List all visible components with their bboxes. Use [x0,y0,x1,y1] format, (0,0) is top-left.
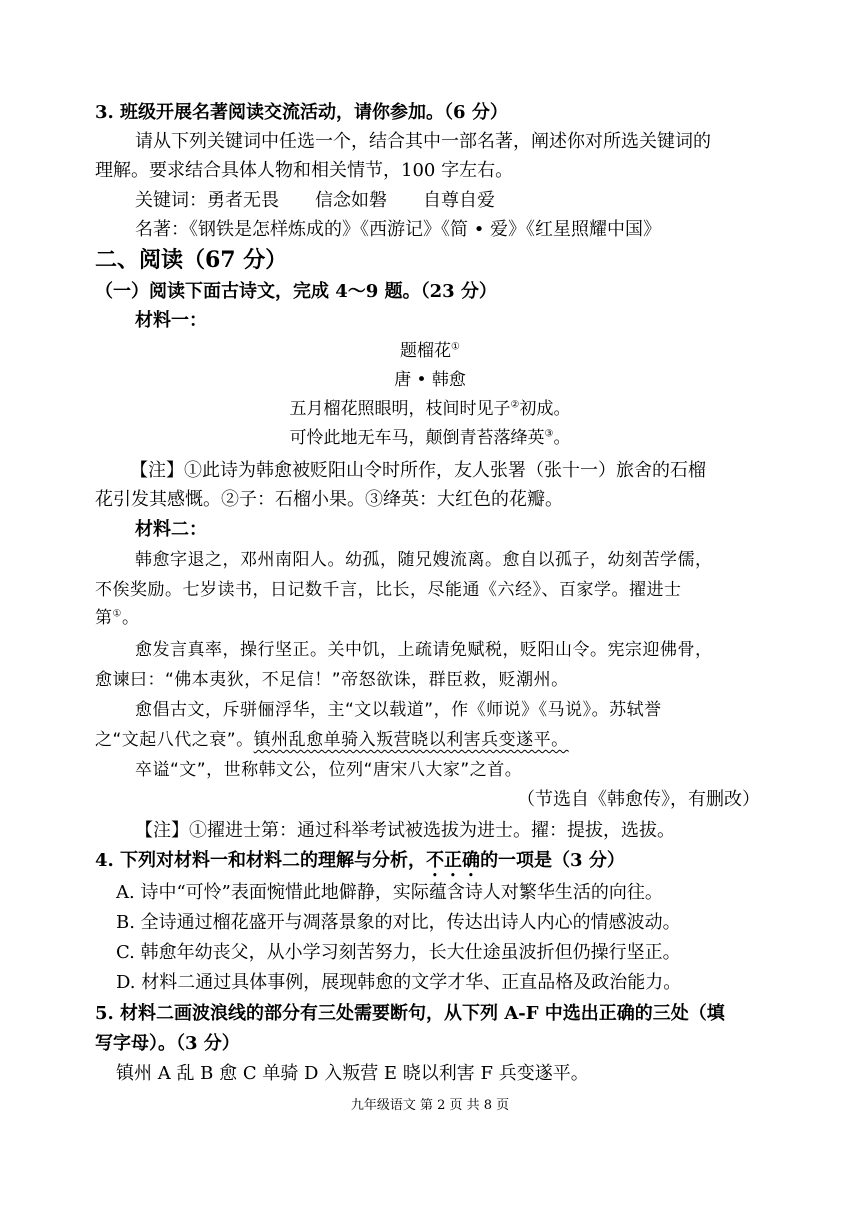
material2-p1-line1: 韩愈字退之，邓州南阳人。幼孤，随兄嫂流离。愈自以孤子，幼刻苦学儒， [135,550,713,570]
material1-label: 材料一： [135,310,207,331]
poem-note-line2: 花引发其感慨。②子：石榴小果。③绛英：大红色的花瓣。 [95,489,563,510]
poem-title-text: 题榴花 [400,341,452,361]
q4-option-d: D. 材料二通过具体事例，展现韩愈的文学才华、正直品格及政治能力。 [116,972,682,993]
q4-option-a: A. 诗中“可怜”表面惋惜此地僻静，实际蕴含诗人对繁华生活的向往。 [116,882,663,903]
material2-note-marker: ① [112,608,122,620]
material2-p1-line2: 不俟奖励。七岁读书，日记数千言，比长，尽能通《六经》、百家学。擢进士 [95,580,682,600]
poem-author: 唐 • 韩愈 [394,370,466,390]
q4-emphasis-text: 不正确 [426,850,481,871]
poem-line-1-note: ② [510,399,520,411]
part1-heading: （一）阅读下面古诗文，完成 4～9 题。（23 分） [95,281,497,302]
q3-instruction-line2: 理解。要求结合具体人物和相关情节，100 字左右。 [95,160,514,181]
q5-title-line1: 5. 材料二画波浪线的部分有三处需要断句，从下列 A-F 中选出正确的三处（填 [95,1003,725,1024]
material2-p2-line2: 愈谏曰：“佛本夷狄，不足信！”帝怒欲诛，群臣救，贬潮州。 [95,670,569,690]
material2-note: 【注】①擢进士第：通过科举考试被选拔为进士。擢：提拔，选拔。 [135,820,675,841]
poem-note-line1: 【注】①此诗为韩愈被贬阳山令时所作，友人张署（张十一）旅舍的石榴 [130,460,706,481]
material2-p2-line1: 愈发言真率，操行坚正。关中饥，上疏请免赋税，贬阳山令。宪宗迎佛骨， [135,640,713,660]
source-citation: （节选自《韩愈传》，有删改） [517,789,760,810]
material2-p1-line3-end: 。 [121,608,140,628]
q4-option-b: B. 全诗通过榴花盛开与凋落景象的对比，传达出诗人内心的情感波动。 [116,912,681,933]
material2-p3-line2-text: 之“文起八代之衰”。 [95,730,254,750]
page-footer: 九年级语文 第 2 页 共 8 页 [350,1098,510,1113]
wavy-underlined-sentence: 镇州乱愈单骑入叛营晓以利害兵变遂平。 [253,730,569,750]
q4-option-c: C. 韩愈年幼丧父，从小学习刻苦努力，长大仕途虽波折但仍操行坚正。 [116,942,681,963]
poem-line-1-text: 五月榴花照眼明，枝间时见子 [289,399,511,419]
poem-line-1-end: 初成。 [519,399,571,419]
q4-title [95,849,625,881]
q5-sentence: 镇州 A 乱 B 愈 C 单骑 D 入叛营 E 晓以利害 F 兵变遂平。 [116,1063,589,1084]
material2-p1-line3 [95,606,139,630]
q3-title: 3. 班级开展名著阅读交流活动，请你参加。（6 分） [95,102,508,123]
poem-line-2-text: 可怜此地无车马，颠倒青苔落绛英 [289,428,545,448]
q4-title-text: 4. 下列对材料一和材料二的理解与分析， [95,850,427,871]
material2-p3-line2 [95,728,569,752]
material2-p4: 卒谥“文”，世称韩文公，位列“唐宋八大家”之首。 [135,760,523,780]
section-heading: 二、阅读（67 分） [95,247,288,273]
material2-label: 材料二： [135,519,207,540]
q4-title-end: 的一项是（3 分） [480,850,625,871]
poem-line-2-note: ③ [544,428,554,440]
poem-line-2 [0,426,860,450]
poem-line-1 [0,397,860,421]
poem-line-2-end: 。 [553,428,571,448]
material2-p1-line3-text: 第 [95,608,113,628]
poem-title-note: ① [451,341,460,353]
q3-instruction-line1: 请从下列关键词中任选一个，结合其中一部名著，阐述你对所选关键词的 [135,131,711,152]
q5-title-line2: 写字母）。（3 分） [95,1033,240,1054]
material2-p3-line1: 愈倡古文，斥骈俪浮华，主“文以载道”，作《师说》《马说》。苏轼誉 [135,700,662,720]
poem-title [0,339,860,363]
q3-keywords: 关键词：勇者无畏 信念如磐 自尊自爱 [135,190,495,211]
q3-books: 名著：《钢铁是怎样炼成的》《西游记》《简 • 爱》《红星照耀中国》 [135,219,662,240]
